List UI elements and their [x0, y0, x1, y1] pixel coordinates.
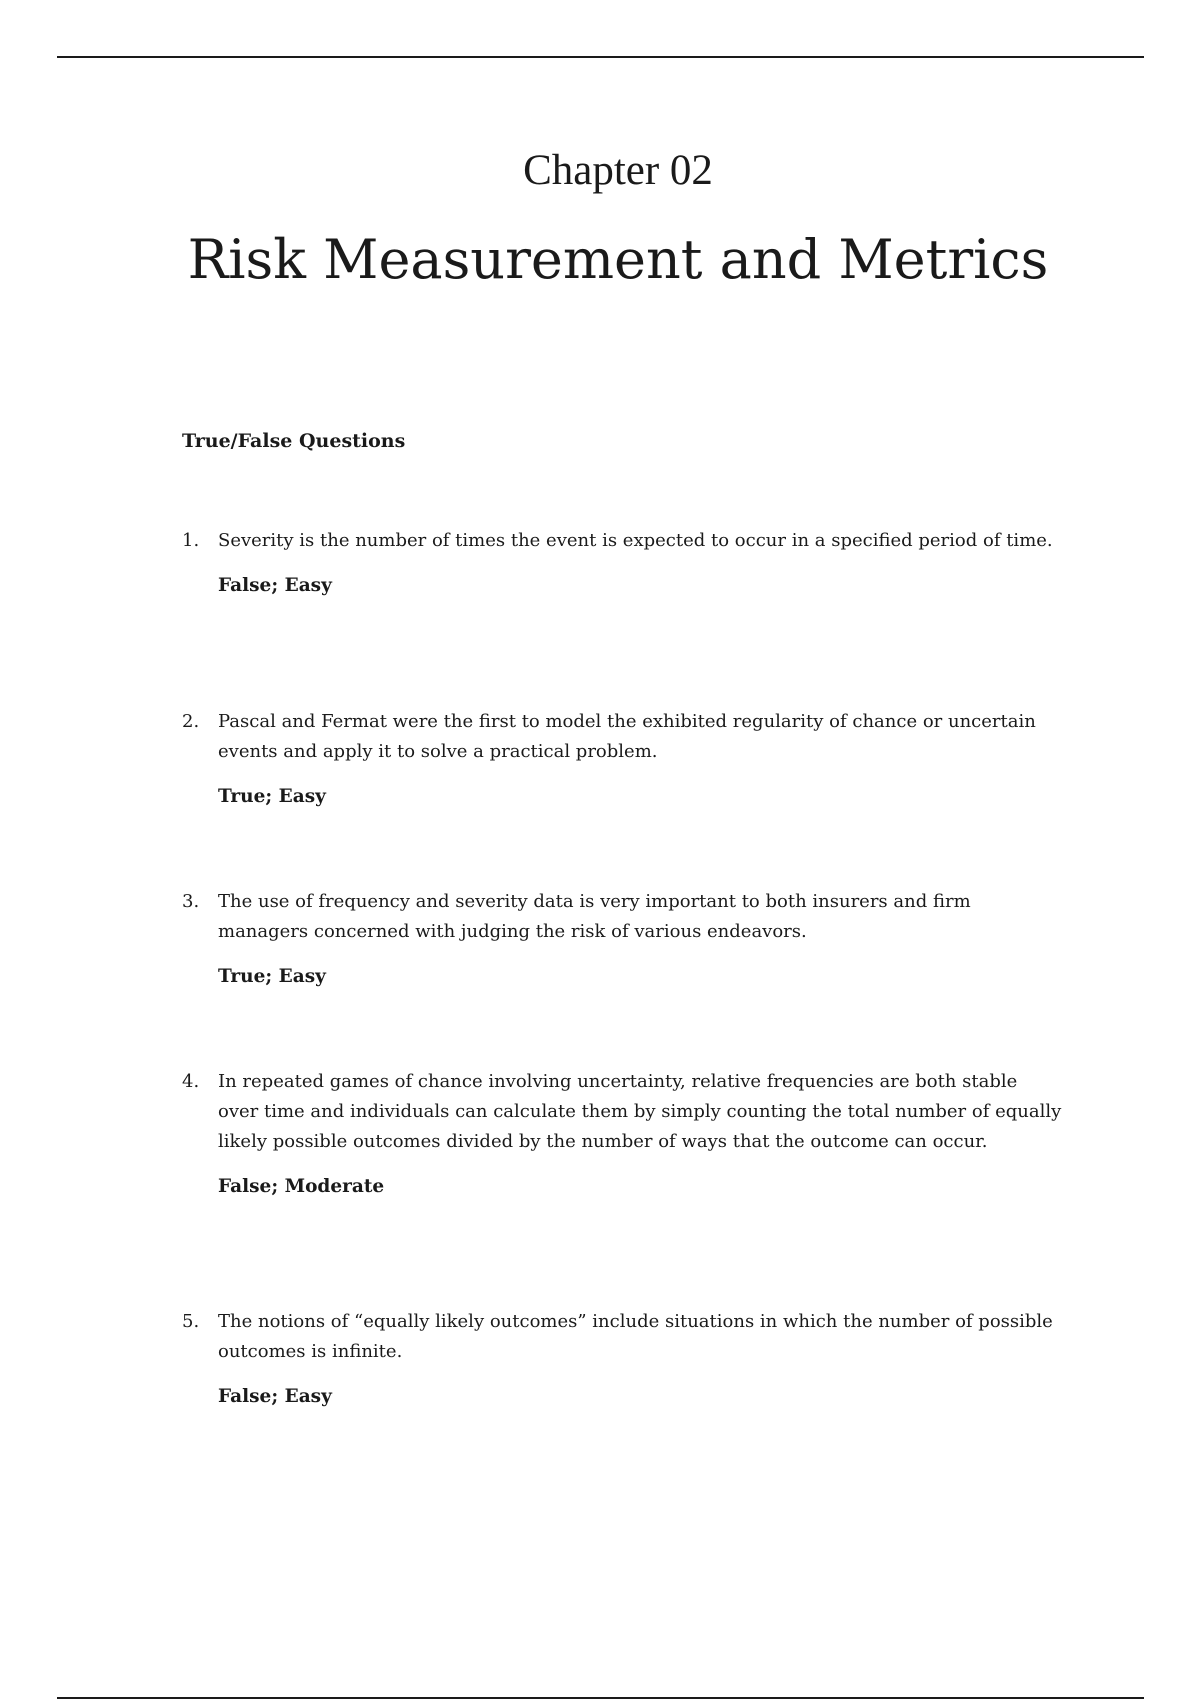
question-number: 2.	[182, 711, 200, 732]
question-text: Pascal and Fermat were the first to model the exhibited regularity of chance or uncertain events and apply it to solve a practical problem.	[218, 711, 1036, 762]
question-answer: False; Easy	[218, 575, 332, 596]
question-text: The notions of “equally likely outcomes” include situations in which the number of possible outcomes is infinite.	[218, 1311, 1053, 1362]
question-answer: False; Easy	[218, 1386, 332, 1407]
section-heading: True/False Questions	[182, 430, 406, 452]
footer-rule	[57, 1697, 1144, 1699]
question-answer: False; Moderate	[218, 1176, 385, 1197]
question-text: The use of frequency and severity data is very important to both insurers and firm managers concerned with judging the risk of various endeavors.	[218, 891, 971, 942]
question-item	[182, 1067, 1062, 1201]
header-rule	[57, 56, 1144, 58]
question-number: 5.	[182, 1311, 200, 1332]
question-text: In repeated games of chance involving uncertainty, relative frequencies are both stable over time and individuals can calculate them by simply counting the total number of equally likely possible outcomes divided by the number of ways that the outcome can occur.	[218, 1071, 1062, 1152]
page-title: Risk Measurement and Metrics	[187, 228, 1049, 291]
chapter-label: Chapter 02	[523, 147, 713, 194]
question-item	[182, 887, 1062, 991]
question-answer: True; Easy	[218, 966, 326, 987]
question-item	[182, 526, 1062, 600]
question-item	[182, 1307, 1062, 1411]
question-item	[182, 707, 1062, 811]
question-number: 4.	[182, 1071, 200, 1092]
question-text: Severity is the number of times the event is expected to occur in a specified period of time.	[218, 530, 1053, 551]
question-answer: True; Easy	[218, 786, 326, 807]
question-number: 3.	[182, 891, 200, 912]
question-number: 1.	[182, 530, 200, 551]
